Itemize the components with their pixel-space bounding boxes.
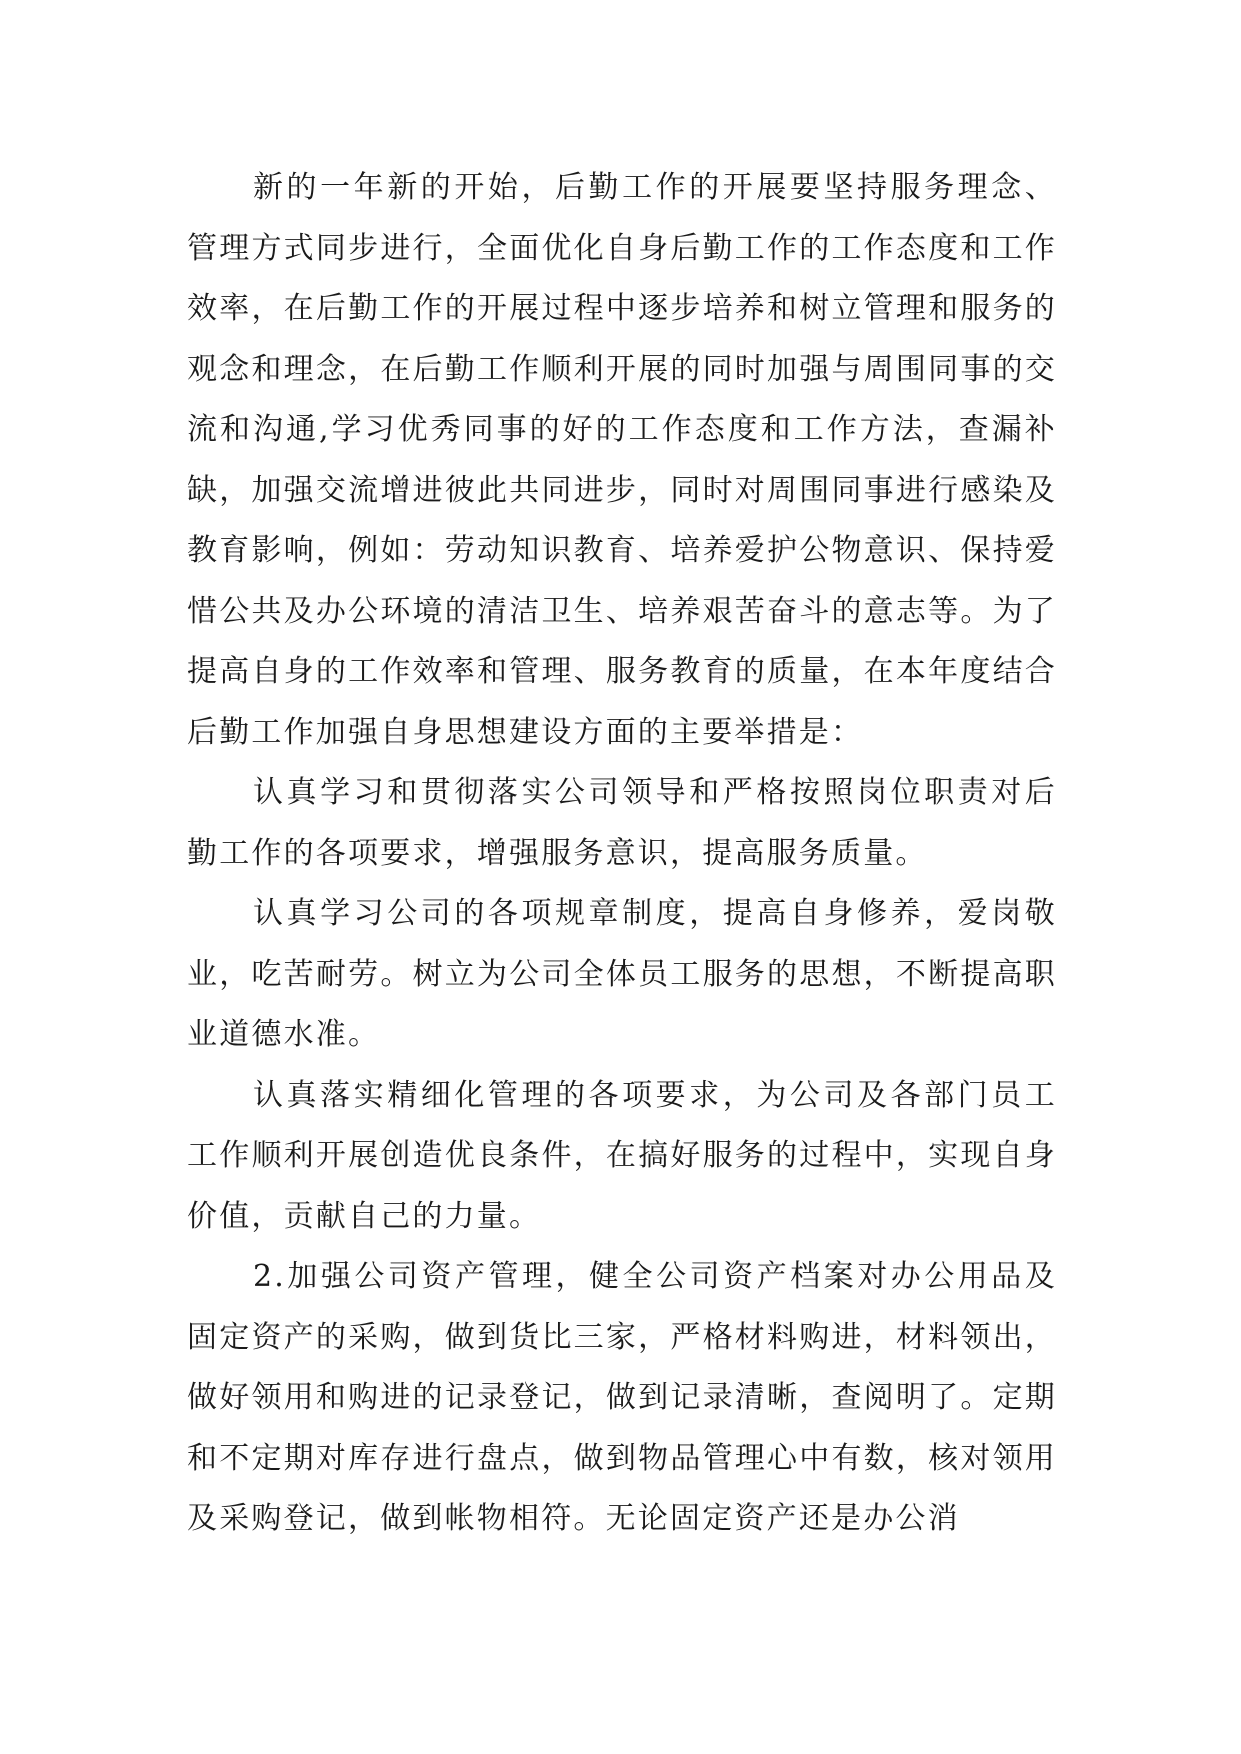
paragraph-3: 认真学习公司的各项规章制度，提高自身修养，爱岗敬业，吃苦耐劳。树立为公司全体员工服务的思想，不断提高职业道德水准。 [187,896,1057,1052]
document-body [187,158,1057,1550]
paragraph-4: 认真落实精细化管理的各项要求，为公司及各部门员工工作顺利开展创造优良条件，在搞好服务的过程中，实现自身价值，贡献自己的力量。 [187,1077,1057,1234]
paragraph-5: 2.加强公司资产管理，健全公司资产档案对办公用品及固定资产的采购，做到货比三家，严格材料购进，材料领出，做好领用和购进的记录登记，做到记录清晰，查阅明了。定期和不定期对库存进行盘点，做到物品管理心中有数，核对领用及采购登记，做到帐物相符。无论固定资产还是办公消 [187,1259,1057,1536]
paragraph-1: 新的一年新的开始，后勤工作的开展要坚持服务理念、管理方式同步进行，全面优化自身后勤工作的工作态度和工作效率，在后勤工作的开展过程中逐步培养和树立管理和服务的观念和理念，在后勤工作顺利开展的同时加强与周围同事的交流和沟通,学习优秀同事的好的工作态度和工作方法，查漏补缺，加强交流增进彼此共同进步，同时对周围同事进行感染及教育影响，例如：劳动知识教育、培养爱护公物意识、保持爱惜公共及办公环境的清洁卫生、培养艰苦奋斗的意志等。为了提高自身的工作效率和管理、服务教育的质量，在本年度结合后勤工作加强自身思想建设方面的主要举措是： [187,170,1057,750]
paragraph-2: 认真学习和贯彻落实公司领导和严格按照岗位职责对后勤工作的各项要求，增强服务意识，提高服务质量。 [187,775,1057,871]
